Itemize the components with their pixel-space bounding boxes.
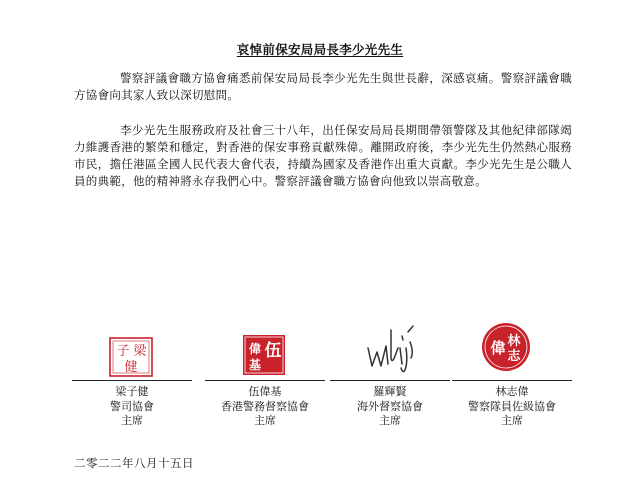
document-date: 二零二二年八月十五日 <box>74 456 194 470</box>
signatory-4 <box>452 380 572 429</box>
signatory-role: 主席 <box>379 414 401 427</box>
seal-2-char-3: 基 <box>248 358 262 372</box>
seal-4-char-2: 志 <box>507 349 521 364</box>
seal-1-char-1: 梁 <box>133 344 147 359</box>
seal-2-char-2: 偉 <box>248 342 262 356</box>
signatory-role: 主席 <box>501 414 523 427</box>
seal-4-char-3: 偉 <box>490 339 506 357</box>
seal-stamp-2 <box>241 333 287 377</box>
signatory-3 <box>330 380 450 429</box>
signatory-organization: 警察隊員佐級協會 <box>468 399 556 413</box>
signatory-name: 伍偉基 <box>248 385 282 398</box>
signatory-organization: 海外督察協會 <box>357 399 423 413</box>
paragraph-condolence: 警察評議會職方協會痛悉前保安局局長李少光先生與世長辭，深感哀痛。警察評議會職方協會向其家人致以深切慰問。 <box>74 71 572 102</box>
seal-1-char-3: 健 <box>124 360 138 375</box>
signatory-role: 主席 <box>121 414 143 427</box>
signatory-1 <box>72 380 192 429</box>
signature-line <box>452 380 572 381</box>
seal-stamp-1 <box>108 336 154 378</box>
signatory-name: 梁子健 <box>115 385 149 398</box>
seal-stamp-4 <box>480 321 532 373</box>
document-title: 哀悼前保安局局長李少光先生 <box>236 42 404 57</box>
paragraph-tribute: 李少光先生服務政府及社會三十八年，出任保安局局長期間帶領警隊及其他紀律部隊竭力維護香港的繁榮和穩定，對香港的保安事務貢獻殊偉。離開政府後，李少光先生仍然熱心服務市民，擔任港區全國人民代表大會代表，持續為國家及香港作出重大貢獻。李少光先生是公職人員的典範，他的精神將永存我們心中。警察評議會職方協會向他致以崇高敬意。 <box>74 123 572 188</box>
seal-2-char-1: 伍 <box>264 341 282 361</box>
signatory-name: 羅輝賢 <box>373 385 407 398</box>
signatory-organization: 香港警務督察協會 <box>221 399 309 413</box>
seal-1-char-2: 子 <box>116 344 130 359</box>
signatory-role: 主席 <box>254 414 276 427</box>
signature-line <box>330 380 450 381</box>
signature-line <box>72 380 192 381</box>
seal-4-char-1: 林 <box>507 334 521 349</box>
signature-line <box>205 380 325 381</box>
signatory-organization: 警司協會 <box>110 399 154 413</box>
signatory-2 <box>205 380 325 429</box>
signatory-name: 林志偉 <box>495 385 529 398</box>
handwritten-signature <box>364 318 418 374</box>
